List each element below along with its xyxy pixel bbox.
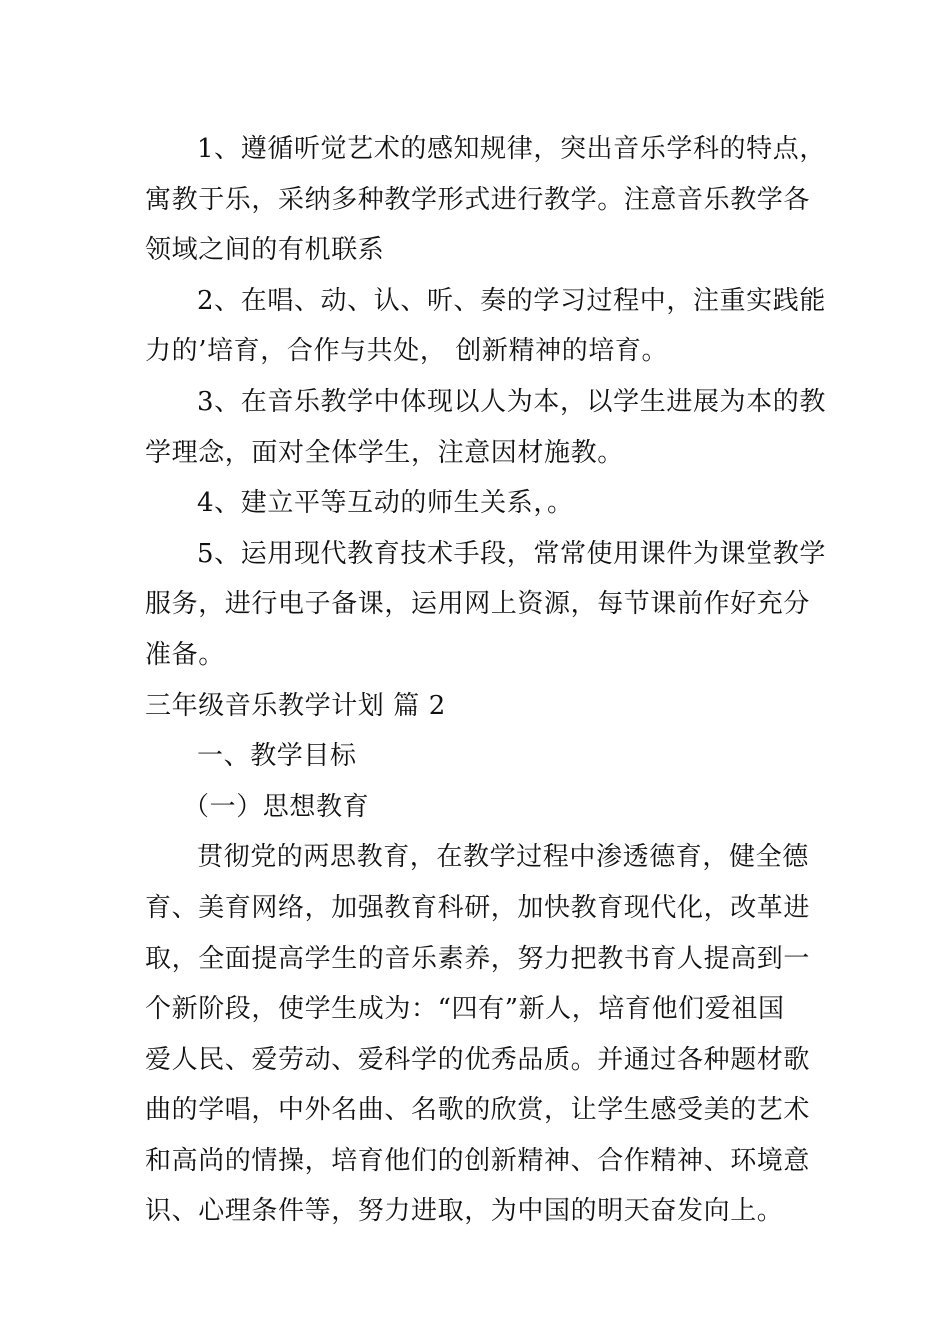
list-item-3-line-1: 3、在音乐教学中体现以人为本，以学生进展为本的教 — [197, 386, 826, 417]
list-item-5-line-2: 服务，进行电子备课，运用网上资源，每节课前作好充分 — [145, 589, 811, 620]
list-item-2-line-2: 力的’培育，合作与共处， 创新精神的培育。 — [145, 336, 669, 367]
list-item-5-line-1: 5、运用现代教育技术手段，常常使用课件为课堂教学 — [197, 538, 826, 569]
paragraph-line-3: 取，全面提高学生的音乐素养，努力把教书育人提高到一 — [145, 943, 811, 974]
list-item-5-line-3: 准备。 — [145, 639, 225, 670]
document-body — [145, 124, 826, 1237]
paragraph-line-2: 育、美育网络，加强教育科研，加快教育现代化，改革进 — [145, 892, 811, 923]
paragraph-line-5: 爱人民、爱劳动、爱科学的优秀品质。并通过各种题材歌 — [145, 1044, 811, 1075]
list-item-4-line-1: 4、建立平等互动的师生关系，。 — [197, 488, 574, 519]
list-item-1-line-1: 1、遵循听觉艺术的感知规律，突出音乐学科的特点， — [197, 134, 826, 164]
paragraph-line-1: 贯彻党的两思教育，在教学过程中渗透德育，健全德 — [197, 842, 809, 873]
subheading-ideological-education: （一）思想教育 — [183, 791, 370, 822]
list-item-1-line-3: 领域之间的有机联系 — [145, 235, 385, 266]
paragraph-line-6: 曲的学唱，中外名曲、名歌的欣赏，让学生感受美的艺术 — [145, 1095, 811, 1126]
paragraph-line-8: 识、心理条件等，努力进取，为中国的明天奋发向上。 — [145, 1196, 784, 1227]
section-heading: 三年级音乐教学计划 篇 2 — [145, 690, 446, 721]
list-item-3-line-2: 学理念，面对全体学生，注意因材施教。 — [145, 437, 624, 468]
list-item-2-line-1: 2、在唱、动、认、听、奏的学习过程中，注重实践能 — [197, 285, 826, 316]
paragraph-line-4: 个新阶段，使学生成为：“四有”新人，培育他们爱祖国 — [145, 994, 785, 1025]
paragraph-line-7: 和高尚的情操，培育他们的创新精神、合作精神、环境意 — [145, 1145, 811, 1176]
list-item-1-line-2: 寓教于乐，采纳多种教学形式进行教学。注意音乐教学各 — [145, 184, 811, 215]
subheading-teaching-goals: 一、教学目标 — [197, 741, 357, 772]
